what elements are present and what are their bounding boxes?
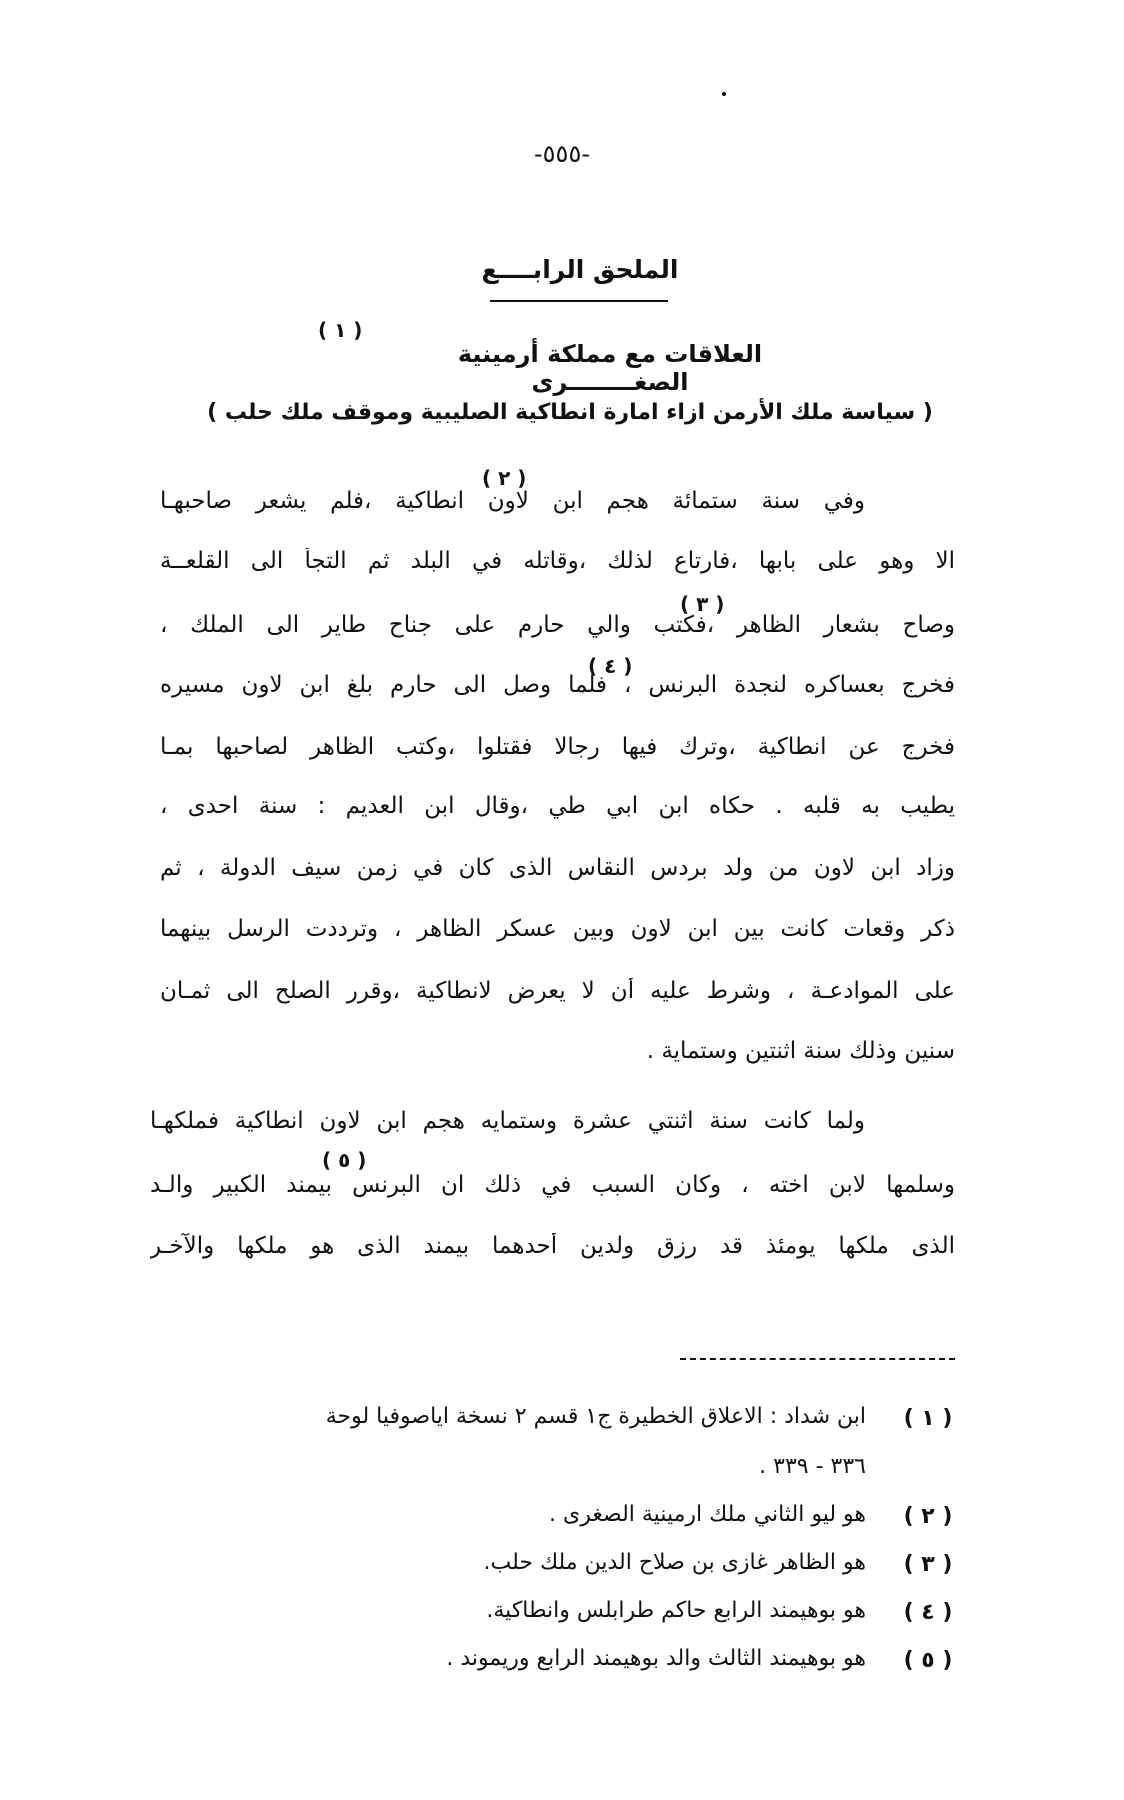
footnote-ref-2: ( ٢ )	[482, 466, 527, 490]
footnote-number: ( ١ )	[903, 1406, 953, 1431]
footnote-separator	[680, 1358, 955, 1360]
section-title: العلاقات مع مملكة أرمينية الصغــــــــرى	[457, 340, 763, 396]
paragraph-line: الا وهو على بابها ،فارتاع لذلك ،وقاتله في البلد ثم التجأ الى القلعــة	[160, 548, 955, 574]
paragraph-line: فخرج عن انطاكية ،وترك فيها رجالا فقتلوا ،وكتب الظاهر لصاحبها بمـا	[160, 734, 955, 760]
footnote-text: هو بوهيمند الثالث والد بوهيمند الرابع وريموند .	[446, 1646, 866, 1671]
footnote-ref-4: ( ٤ )	[588, 654, 633, 678]
footnote-number: ( ٣ )	[903, 1552, 953, 1577]
appendix-title: الملحق الرابــــع	[481, 255, 679, 284]
paragraph-line: وزاد ابن لاون من ولد بردس النقاس الذى كان في زمن سيف الدولة ، ثم	[160, 855, 955, 881]
page-number: -٥٥٥-	[533, 140, 590, 168]
title-underline	[490, 300, 668, 302]
ink-speck	[722, 92, 726, 96]
section-title-footnote-ref: ( ١ )	[318, 318, 363, 342]
footnote-text: هو الظاهر غازى بن صلاح الدين ملك حلب.	[483, 1550, 866, 1575]
paragraph-line: سنين وذلك سنة اثنتين وستماية .	[646, 1038, 955, 1064]
footnote-text: ٣٣٦ - ٣٣٩ .	[759, 1454, 866, 1479]
paragraph-line: فخرج بعساكره لنجدة البرنس ، فلما وصل الى حارم بلغ ابن لاون مسيره	[160, 672, 955, 698]
footnote-ref-3: ( ٣ )	[680, 592, 725, 616]
footnote-number: ( ٢ )	[903, 1504, 953, 1529]
paragraph-line: على الموادعـة ، وشرط عليه أن لا يعرض لانطاكية ،وقرر الصلح الى ثمـان	[160, 978, 955, 1004]
paragraph-line: وسلمها لابن اخته ، وكان السبب في ذلك ان البرنس بيمند الكبير والـد	[150, 1172, 955, 1198]
footnote-number: ( ٥ )	[903, 1648, 953, 1673]
paragraph-line: الذى ملكها يومئذ قد رزق ولدين أحدهما بيمند الذى هو ملكها والآخـر	[150, 1233, 955, 1259]
footnote-text: هو بوهيمند الرابع حاكم طرابلس وانطاكية.	[486, 1598, 866, 1623]
paragraph-line: ولما كانت سنة اثنتي عشرة وستمايه هجم ابن لاون انطاكية فملكهـا	[150, 1108, 865, 1134]
footnote-text: ابن شداد : الاعلاق الخطيرة ج١ قسم ٢ نسخة اياصوفيا لوحة	[325, 1404, 866, 1429]
paragraph-line: وفي سنة ستمائة هجم ابن لاون انطاكية ،فلم يشعر صاحبهـا	[160, 488, 865, 514]
paragraph-line: ذكر وقعات كانت بين ابن لاون وبين عسكر الظاهر ، وترددت الرسل بينهما	[160, 916, 955, 942]
footnote-number: ( ٤ )	[903, 1600, 953, 1625]
section-subtitle: ( سياسة ملك الأرمن ازاء امارة انطاكية الصليبية وموقف ملك حلب )	[207, 400, 933, 425]
footnote-ref-5: ( ٥ )	[322, 1148, 367, 1172]
footnote-text: هو ليو الثاني ملك ارمينية الصغرى .	[549, 1502, 866, 1527]
paragraph-line: وصاح بشعار الظاهر ،فكتب والي حارم على جناح طاير الى الملك ،	[160, 612, 955, 638]
paragraph-line: يطيب به قلبه . حكاه ابن ابي طي ،وقال ابن العديم : سنة احدى ،	[160, 793, 955, 819]
